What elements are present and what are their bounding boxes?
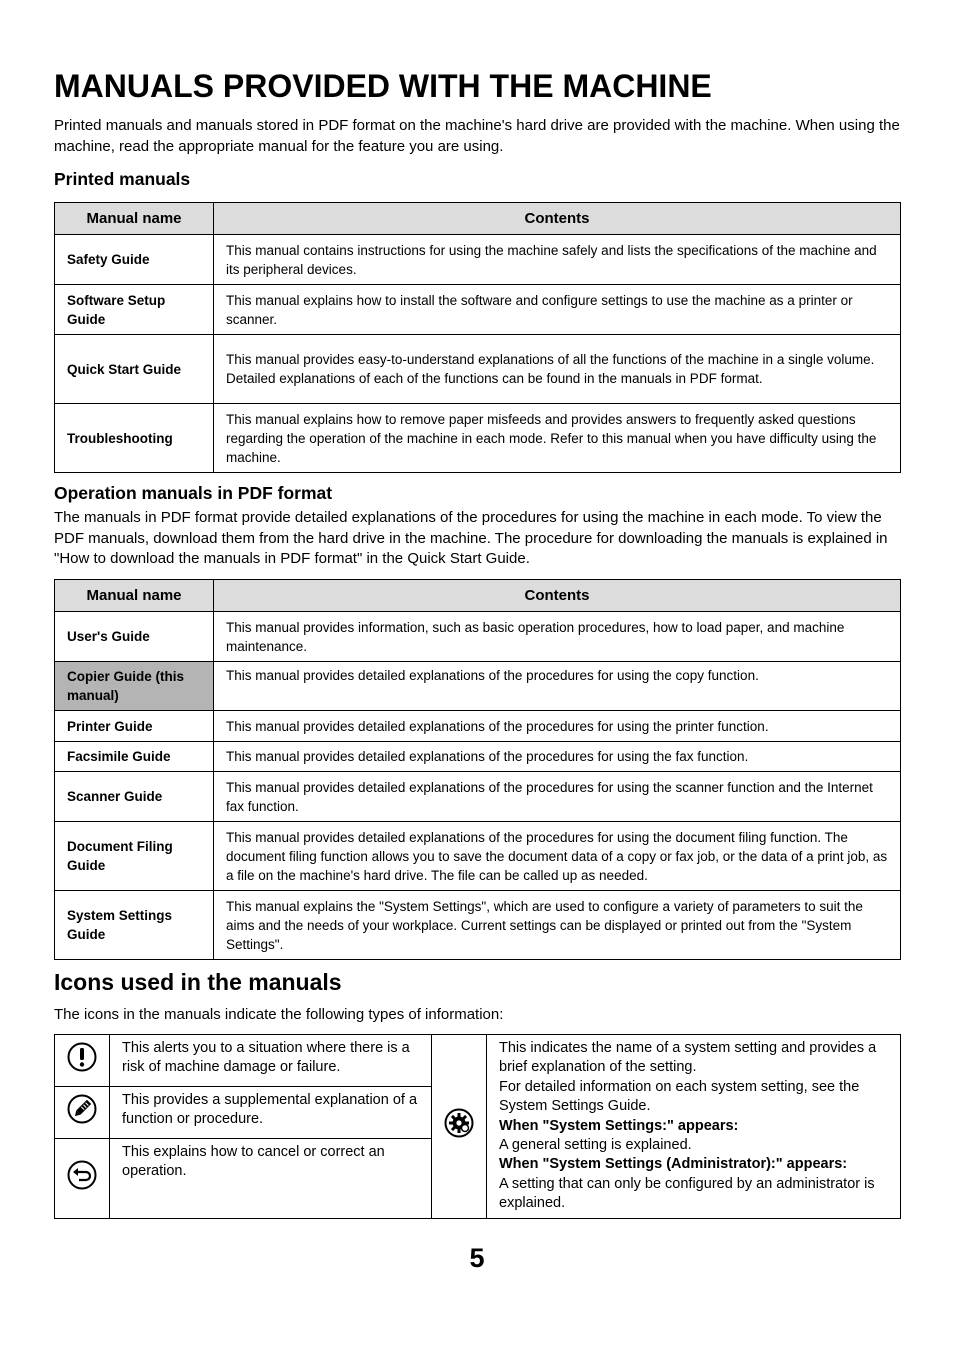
caution-icon (66, 1041, 98, 1073)
printed-manuals-heading: Printed manuals (54, 169, 191, 189)
manual-contents: This manual explains the "System Settings", which are used to configure a variety of parameters to suit the aims and the needs of your workplace. Current settings can be displayed or printed out from the "System Settings". (214, 891, 901, 960)
manual-name: Software Setup Guide (55, 285, 214, 335)
cancel-icon-cell (55, 1139, 110, 1219)
cancel-text: This explains how to cancel or correct an operation. (110, 1139, 432, 1219)
col-manual-name: Manual name (55, 580, 214, 612)
system-label: When "System Settings:" appears: (499, 1117, 739, 1134)
col-contents: Contents (214, 203, 901, 235)
system-line: This indicates the name of a system setting and provides a brief explanation of the setting. (499, 1040, 877, 1076)
system-settings-text (487, 1035, 901, 1219)
system-line: A setting that can only be configured by an administrator is explained. (499, 1175, 875, 1212)
manual-contents (214, 335, 901, 404)
system-settings-icon-cell (432, 1035, 487, 1219)
pdf-manuals-paragraph: The manuals in PDF format provide detailed explanations of the procedures for using the machine in each mode. To view the PDF manuals, download them from the hard drive in the machine. The procedure for downloading the manuals is explained in "How to download the manuals in PDF format" in the Quick Start Guide. (54, 509, 888, 567)
table-row (55, 404, 901, 473)
manual-contents: This manual provides information, such as basic operation procedures, how to load paper, and machine maintenance. (214, 612, 901, 662)
table-row (55, 662, 901, 711)
pdf-manuals-heading: Operation manuals in PDF format (54, 483, 333, 503)
manual-name-current: Copier Guide (this manual) (55, 662, 214, 711)
table-row (55, 891, 901, 960)
manual-name: Troubleshooting (55, 404, 214, 473)
manual-contents: This manual explains how to install the software and configure settings to use the machine as a printer or scanner. (214, 285, 901, 335)
system-line: A general setting is explained. (499, 1137, 692, 1154)
col-contents: Contents (214, 580, 901, 612)
contents-line: This manual provides easy-to-understand explanations of all the functions of the machine in a single volume. (226, 352, 875, 367)
table-row (55, 711, 901, 742)
table-row (55, 285, 901, 335)
icons-table (54, 1034, 901, 1219)
icons-paragraph: The icons in the manuals indicate the following types of information: (54, 1006, 504, 1023)
pencil-icon (66, 1093, 98, 1125)
manual-name: Safety Guide (55, 235, 214, 285)
table-row (55, 822, 901, 891)
page-title: MANUALS PROVIDED WITH THE MACHINE (54, 68, 712, 104)
gear-icon (443, 1107, 475, 1139)
manual-name: Facsimile Guide (55, 742, 214, 772)
manual-name: Document Filing Guide (55, 822, 214, 891)
system-line: For detailed information on each system setting, see the System Settings Guide. (499, 1078, 860, 1115)
note-icon-cell (55, 1087, 110, 1139)
icons-heading: Icons used in the manuals (54, 969, 342, 995)
manual-name: User's Guide (55, 612, 214, 662)
manual-contents: This manual provides detailed explanations of the procedures for using the printer function. (214, 711, 901, 742)
table-row (55, 612, 901, 662)
contents-line: Detailed explanations of each of the functions can be found in the manuals in PDF format. (226, 371, 763, 386)
table-row (55, 235, 901, 285)
manual-name: Scanner Guide (55, 772, 214, 822)
intro-paragraph: Printed manuals and manuals stored in PDF format on the machine's hard drive are provided with the machine. When using the machine, read the appropriate manual for the feature you are using. (54, 117, 900, 155)
manual-contents: This manual provides detailed explanations of the procedures for using the copy function. (214, 662, 901, 711)
note-text: This provides a supplemental explanation of a function or procedure. (110, 1087, 432, 1139)
manual-name: Printer Guide (55, 711, 214, 742)
manual-name: System Settings Guide (55, 891, 214, 960)
col-manual-name: Manual name (55, 203, 214, 235)
table-row (55, 742, 901, 772)
manual-contents: This manual provides detailed explanations of the procedures for using the fax function. (214, 742, 901, 772)
pdf-manuals-table (54, 579, 901, 960)
table-row (55, 335, 901, 404)
manual-name: Quick Start Guide (55, 335, 214, 404)
manual-contents: This manual provides detailed explanations of the procedures for using the document filing function. The document filing function allows you to save the document data of a copy or fax job, or the data of a print job, as a file on the machine's hard drive. The file can be called up as needed. (214, 822, 901, 891)
manual-contents: This manual contains instructions for using the machine safely and lists the specifications of the machine and its peripheral devices. (214, 235, 901, 285)
page-number: 5 (469, 1243, 485, 1273)
manual-contents: This manual provides detailed explanations of the procedures for using the scanner function and the Internet fax function. (214, 772, 901, 822)
undo-arrow-icon (66, 1159, 98, 1191)
system-label: When "System Settings (Administrator):" appears: (499, 1156, 848, 1173)
manual-contents: This manual explains how to remove paper misfeeds and provides answers to frequently asked questions regarding the operation of the machine in each mode. Refer to this manual when you have difficulty using the machine. (214, 404, 901, 473)
printed-manuals-table (54, 202, 901, 473)
caution-text: This alerts you to a situation where there is a risk of machine damage or failure. (110, 1035, 432, 1087)
caution-icon-cell (55, 1035, 110, 1087)
table-row (55, 772, 901, 822)
